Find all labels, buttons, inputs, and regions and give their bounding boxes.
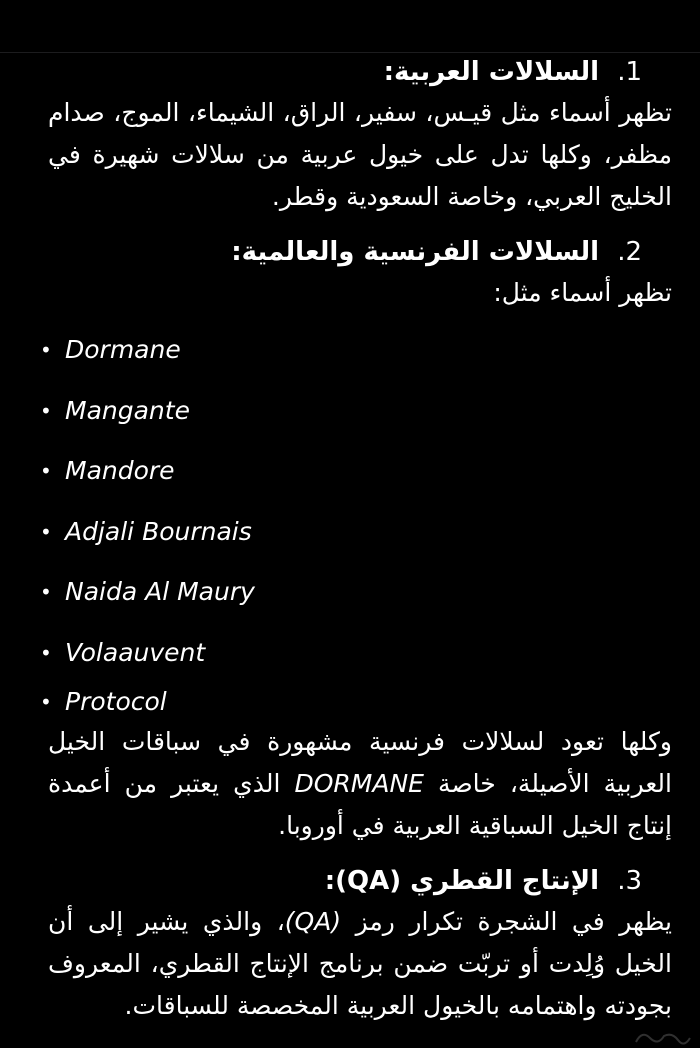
- bullet-icon: •: [40, 519, 52, 544]
- section-3-body: [48, 901, 672, 1027]
- watermark-logo-icon: [632, 1028, 692, 1046]
- section-1-title: السلالات العربية:: [383, 57, 600, 87]
- horse-name: Adjali Bournais: [65, 516, 252, 546]
- horse-names-list: [40, 320, 672, 721]
- bullet-icon: •: [40, 338, 52, 362]
- section-3-title: الإنتاج القطري (QA):: [324, 866, 600, 896]
- dormane-highlight: DORMANE: [294, 769, 424, 798]
- document-body: [40, 52, 672, 1027]
- section-3-number: 3.: [617, 866, 642, 896]
- list-item: [26, 562, 672, 623]
- list-item: [26, 683, 672, 721]
- section-1-number: 1.: [617, 57, 642, 87]
- list-item: [26, 502, 672, 563]
- section-2-outro-after: الذي يعتبر من أعمدة إنتاج الخيل السباقية العربية في أوروبا.: [48, 769, 672, 840]
- list-item: [26, 320, 672, 381]
- list-item: [26, 441, 672, 502]
- section-2-outro-before: وكلها تعود لسلالات فرنسية مشهورة في سباقات الخيل العربية الأصيلة، خاصة: [48, 727, 672, 798]
- bullet-icon: •: [40, 640, 52, 665]
- list-item: [26, 381, 672, 442]
- section-2-number: 2.: [617, 237, 642, 267]
- qa-code: (QA): [284, 907, 342, 936]
- section-2-heading: [48, 232, 672, 272]
- section-3-heading: [48, 861, 672, 901]
- section-2-title: السلالات الفرنسية والعالمية:: [231, 237, 600, 267]
- horse-name: Dormane: [65, 335, 181, 364]
- horse-name: Naida Al Maury: [65, 577, 255, 606]
- horse-name: Volaauvent: [65, 637, 206, 667]
- list-item: [26, 623, 672, 684]
- bullet-icon: •: [40, 690, 52, 714]
- bullet-icon: •: [40, 459, 52, 483]
- horse-name: Mandore: [65, 456, 175, 485]
- section-2-intro: تظهر أسماء مثل:: [493, 278, 672, 307]
- section-3-body-after: ، والذي يشير إلى أن الخيل وُلِدت أو تربّت ضمن برنامج الإنتاج القطري، المعروف بجودته واهتمامه بالخيول العربية المخصصة للسباقات.: [48, 907, 672, 1020]
- bullet-icon: •: [40, 580, 52, 604]
- section-1-heading: [48, 52, 672, 92]
- section-2-outro: [48, 721, 672, 847]
- bullet-icon: •: [40, 398, 52, 423]
- horse-name: Mangante: [65, 395, 190, 425]
- section-1-body: تظهر أسماء مثل قيـس، سفير، الراق، الشيماء، الموج، صدام مظفر، وكلها تدل على خيول عربية من سلالات شهيرة في الخليج العربي، وخاصة السعودية وقطر.: [48, 98, 672, 211]
- horse-name: Protocol: [65, 687, 167, 716]
- section-3-body-before: يظهر في الشجرة تكرار رمز: [355, 907, 672, 936]
